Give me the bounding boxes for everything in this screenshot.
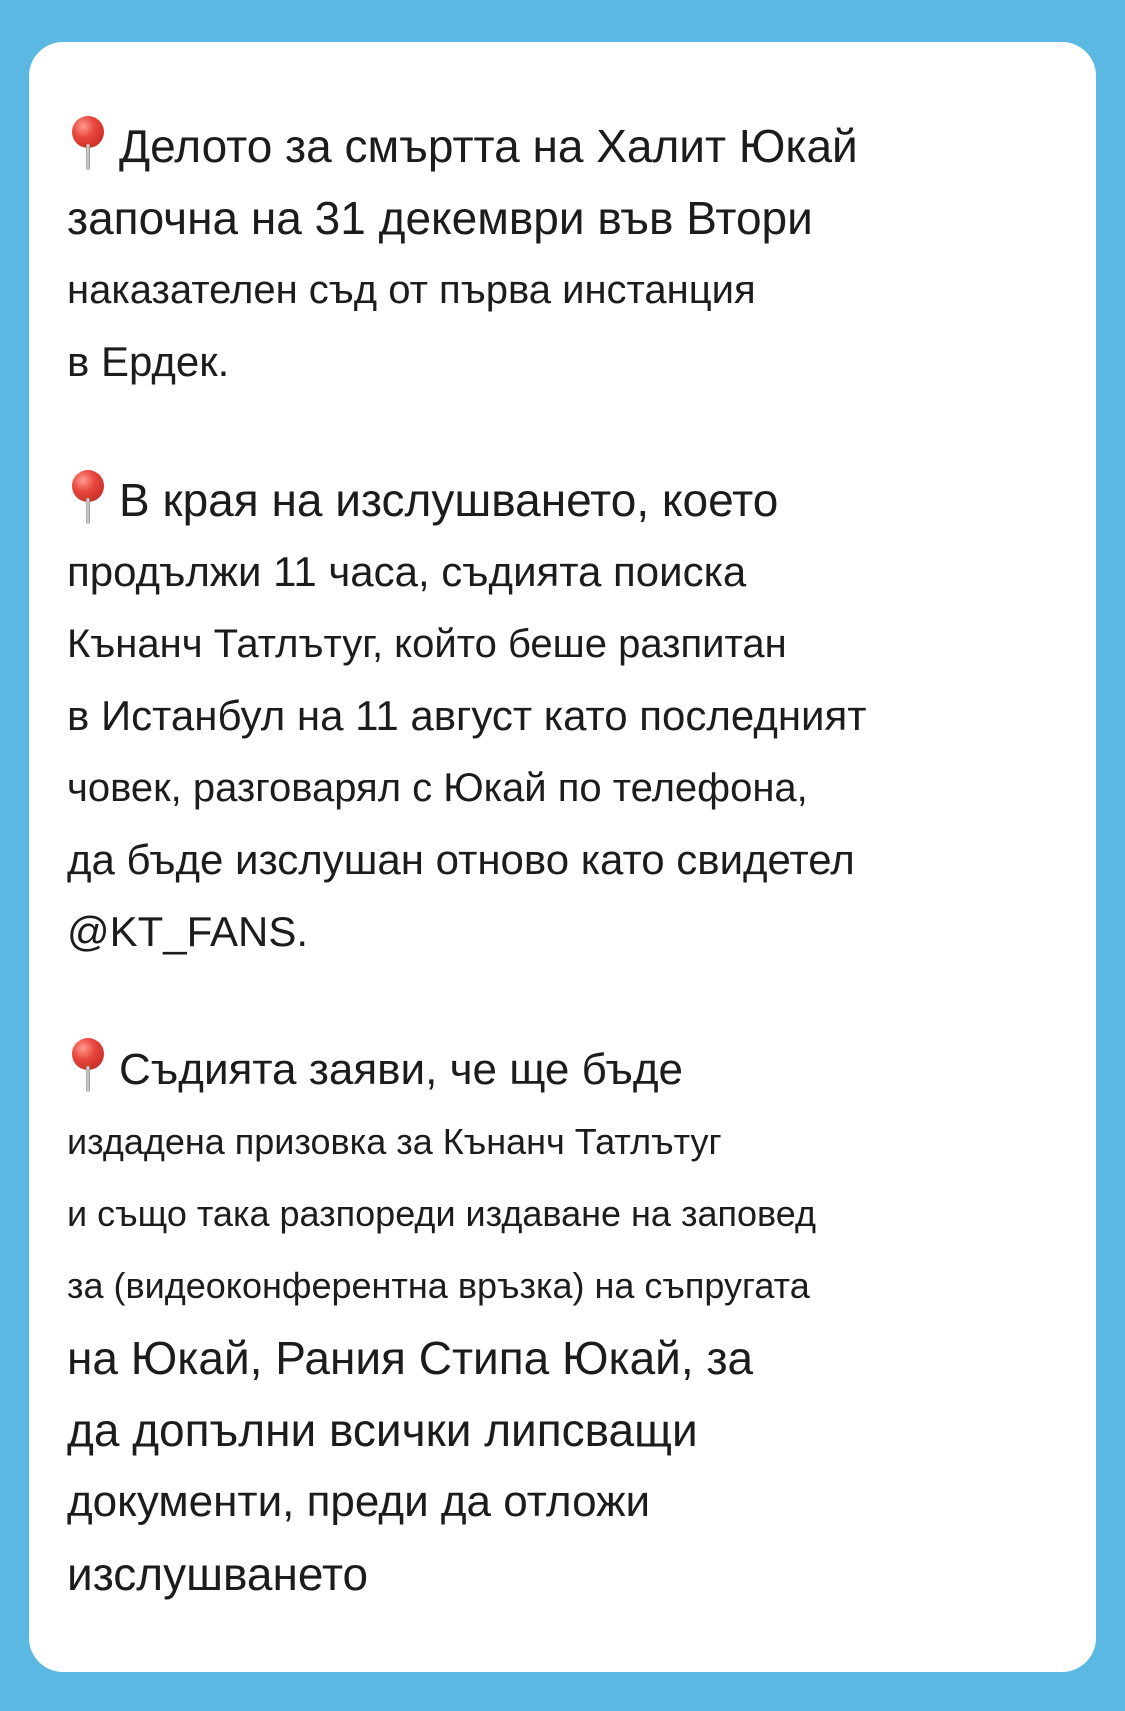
text-line: наказателен съд от първа инстанция [67, 268, 756, 312]
round-pushpin-icon [67, 116, 109, 172]
text-line: Съдията заяви, че ще бъде [67, 1034, 1060, 1106]
text-line: Кънанч Татлътуг, който беше разпитан [67, 622, 787, 666]
text-line: на Юкай, Рания Стипа Юкай, за [67, 1332, 754, 1384]
text-line: да допълни всички липсващи [67, 1404, 698, 1456]
text-line: за (видеоконферентна връзка) на съпругата [67, 1265, 810, 1306]
text-line: човек, разговарял с Юкай по телефона, [67, 766, 808, 810]
round-pushpin-icon [67, 1038, 109, 1094]
paragraph-3 [67, 1034, 1060, 1610]
round-pushpin-icon [67, 470, 109, 526]
text-line: документи, преди да отложи [67, 1477, 651, 1526]
text-line: в Истанбул на 11 август като последният [67, 692, 867, 739]
post-card [29, 42, 1096, 1672]
paragraph-1 [67, 110, 1060, 398]
text-line: Делото за смъртта на Халит Юкай [67, 110, 1060, 182]
text-line: @KT_FANS. [67, 908, 309, 955]
text-line: издадена призовка за Кънанч Татлътуг [67, 1121, 722, 1162]
text-line: В края на изслушването, което [67, 464, 1060, 536]
text-line: в Ердек. [67, 338, 230, 385]
text-line: започна на 31 декември във Втори [67, 192, 813, 244]
text-line: да бъде изслушан отново като свидетел [67, 836, 855, 883]
text-line: и също така разпореди издаване на заповед [67, 1193, 816, 1234]
text-line: изслушването [67, 1548, 369, 1600]
paragraph-2 [67, 464, 1060, 968]
text-line: продължи 11 часа, съдията поиска [67, 548, 747, 595]
